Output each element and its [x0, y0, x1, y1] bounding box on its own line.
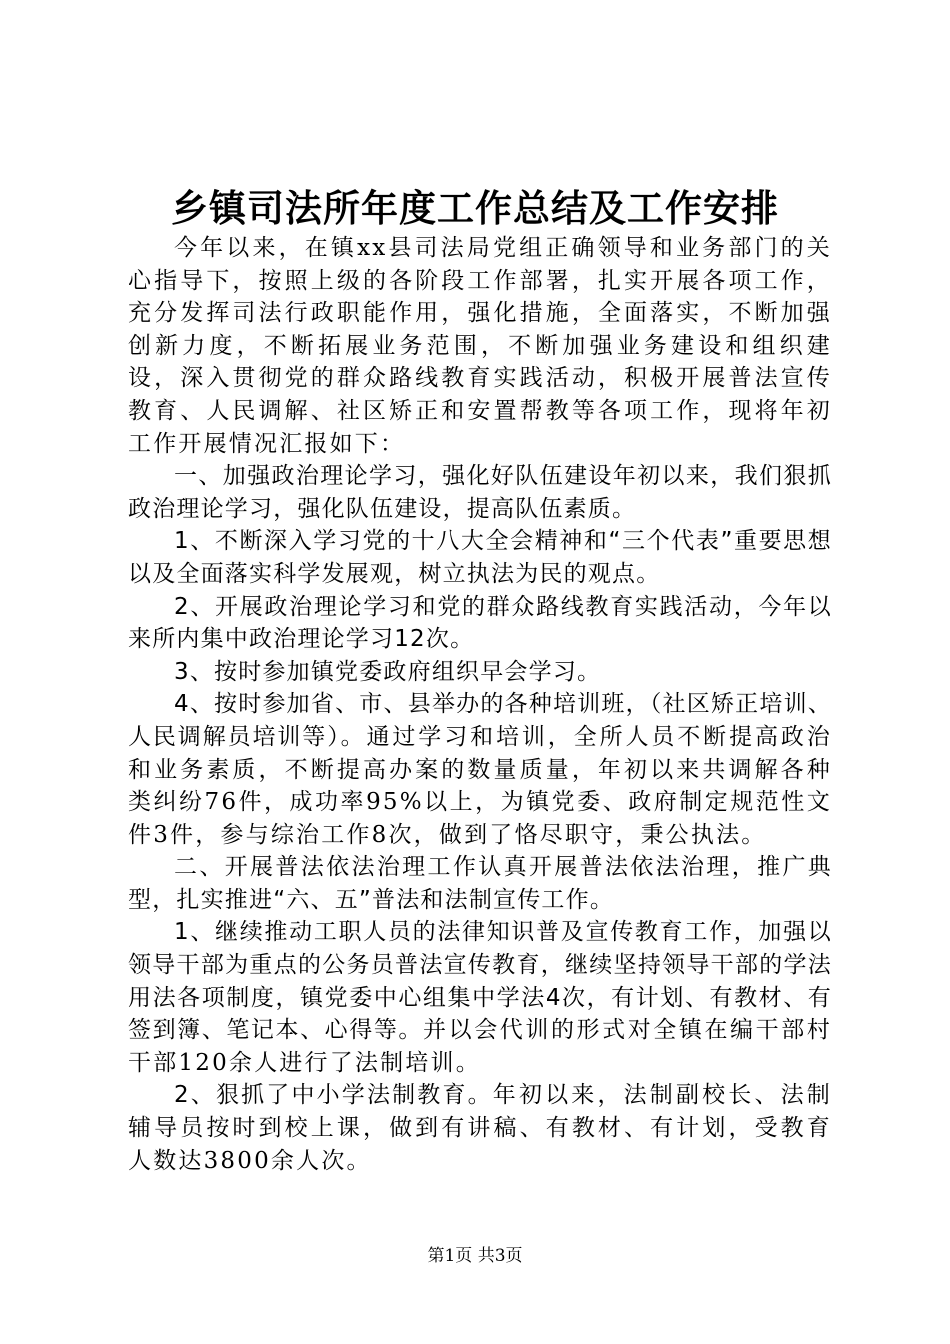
paragraph-lead: 3、按时参加镇党委政府组织早会学习。 [174, 658, 602, 685]
paragraph-lead: 4、按时参加省、市、县举办的各种培训班，（社区矫正培训、人民调解员培训等） [128, 691, 832, 750]
paragraph-text: 。通过学习和培训，全所人员不断提高政治和业务素质，不断提高办案的数量质量，年初以来共调解各种类纠纷76件，成功率95%以上，为镇党委、政府制定规范性文件3件，参与综治工作8次，做到了恪尽职守，秉公执法。 [128, 723, 832, 848]
section-heading-2 [128, 851, 832, 916]
paragraph-intro [128, 232, 832, 460]
list-item-1-3 [128, 656, 832, 689]
document-title: 乡镇司法所年度工作总结及工作安排 [171, 186, 779, 230]
paragraph-lead: 1、不断深入学习党的十八大全会精神和“三个代表”重要思想以及全面落实科学发展观，树立执法为民的观点。 [128, 528, 832, 587]
paragraph-lead: 二、开展普法依法治理工作认真开展普法依法治理，推广典型，扎实推进“六、五”普法和法制宣传工作。 [128, 854, 832, 913]
list-item-1-2 [128, 591, 832, 656]
paragraph-lead: 2、狠抓了中小学法制教育。 [174, 1082, 493, 1109]
paragraph-text: 并以会代训的形式对全镇在编干部村干部120余人进行了法制培训。 [128, 1017, 833, 1076]
list-item-2-1 [128, 916, 832, 1079]
page-number-footer: 第1页 共3页 [427, 1246, 523, 1266]
document-body [128, 232, 832, 1177]
list-item-2-2 [128, 1079, 832, 1177]
paragraph-text: 年初以来，法制副校长、法制辅导员按时到校上课，做到有讲稿、有教材、有计划，受教育人数达3800余人次。 [128, 1082, 832, 1174]
list-item-1-1 [128, 525, 832, 590]
paragraph-text: 今年以来，在镇xx县司法局党组正确领导和业务部门的关心指导下，按照上级的各阶段工作部署，扎实开展各项工作，充分发挥司法行政职能作用，强化措施，全面落实，不断加强创新力度，不断拓展业务范围，不断加强业务建设和组织建设，深入贯彻党的群众路线教育实践活动，积极开展普法宣传教育、人民调解、社区矫正和安置帮教等各项工作，现将年初工作开展情况汇报如下： [128, 235, 832, 457]
paragraph-lead: 1、继续推动工职人员的法律知识普及宣传教育工作，加强以领导干部为重点的公务员普法宣传教育，继续坚持领导干部的学法用法各项制度，镇党委中心组集中学法4次，有计划、有教材、有签到簿、笔记本、心得等。 [128, 919, 832, 1044]
list-item-1-4 [128, 688, 832, 851]
paragraph-lead: 一、加强政治理论学习，强化好队伍建设年初以来，我们狠抓政治理论学习，强化队伍建设，提高队伍素质。 [128, 463, 832, 522]
section-heading-1 [128, 460, 832, 525]
paragraph-lead: 2、开展政治理论学习和党的群众路线教育实践活动，今年以来所内集中政治理论学习12次。 [128, 593, 832, 653]
